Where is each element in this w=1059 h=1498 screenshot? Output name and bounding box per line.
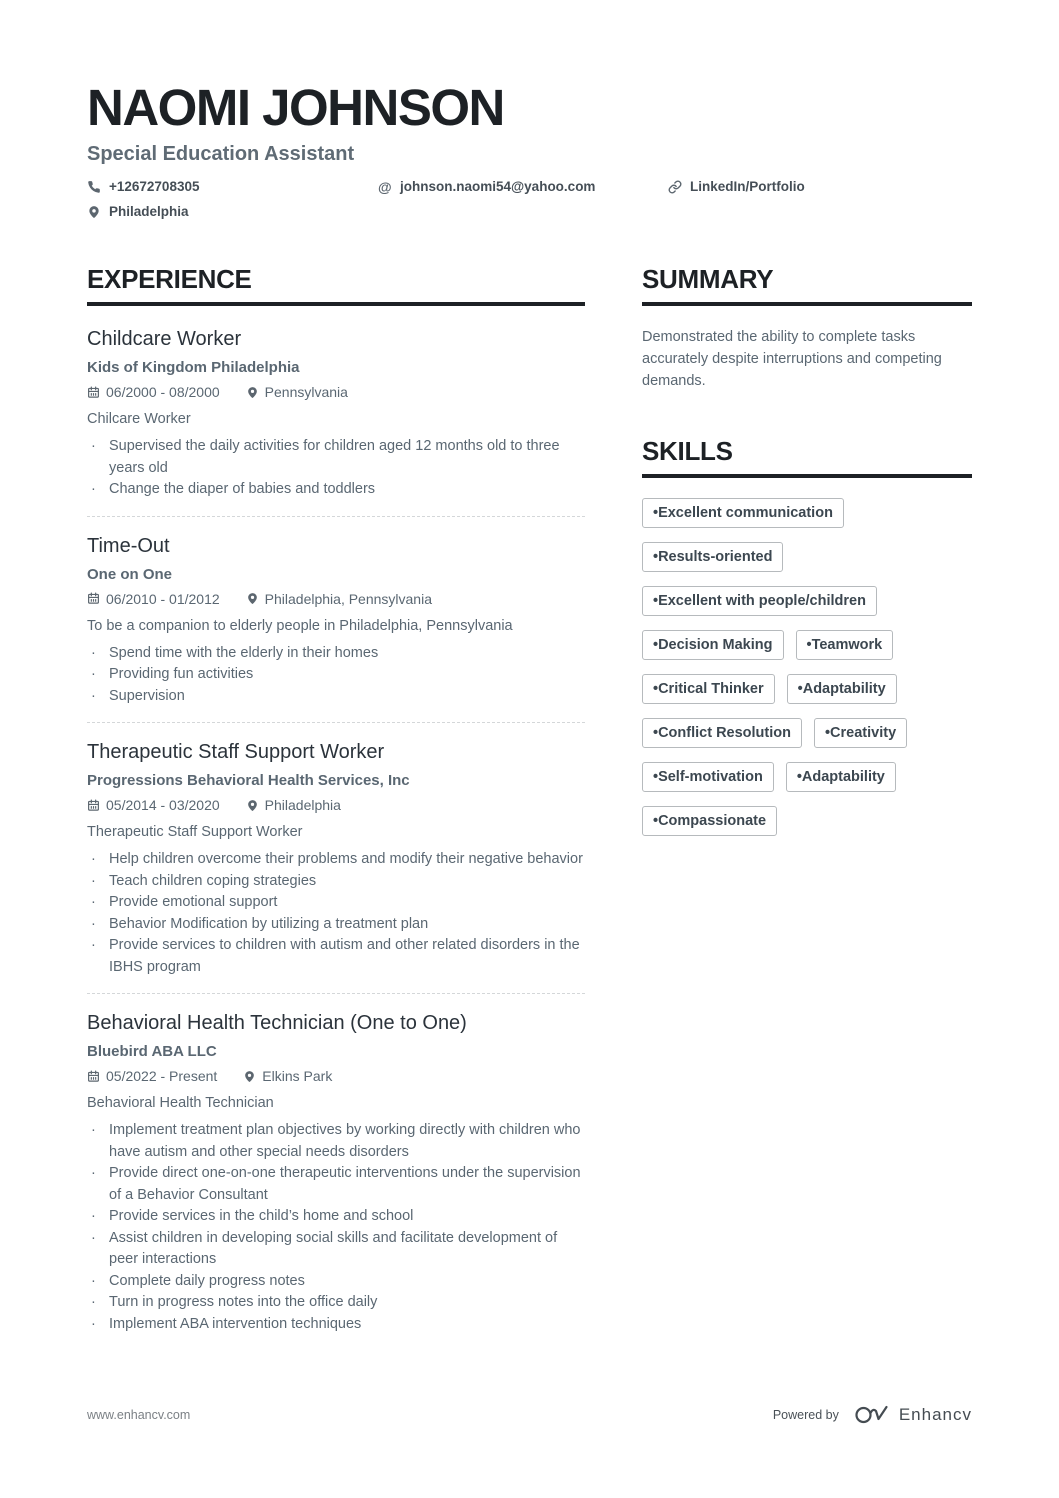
contact-email[interactable] <box>378 179 668 194</box>
entry-bullet: · Provide services to children with autism and other related disorders in the IBHS program <box>87 935 585 978</box>
entry-bullet: · Turn in progress notes into the office daily <box>87 1292 585 1314</box>
entry-bullet: · Implement treatment plan objectives by working directly with children who have autism and other special needs disorders <box>87 1120 585 1163</box>
entry-dates: 06/2010 - 01/2012 <box>87 591 220 607</box>
entry-job-title: Time-Out <box>87 534 170 557</box>
entry-divider <box>87 516 585 517</box>
entry-divider <box>87 993 585 994</box>
entry-bullet: · Change the diaper of babies and toddlers <box>87 479 585 501</box>
entry-company: One on One <box>87 565 173 583</box>
contact-location <box>87 204 378 219</box>
experience-entry <box>87 1010 585 1335</box>
calendar-icon <box>87 592 100 605</box>
skill-tag: •Decision Making <box>642 630 784 660</box>
entry-company: Bluebird ABA LLC <box>87 1043 217 1061</box>
entry-description: To be a companion to elderly people in Philadelphia, Pennsylvania <box>87 617 513 634</box>
enhancv-logo-icon <box>855 1404 891 1426</box>
location-pin-icon <box>246 386 259 399</box>
contact-phone <box>87 179 378 194</box>
entry-bullet: · Spend time with the elderly in their homes <box>87 643 585 665</box>
entry-location: Pennsylvania <box>246 384 348 400</box>
entry-bullet: · Provide services in the child’s home and school <box>87 1206 585 1228</box>
entry-bullet: · Supervised the daily activities for children aged 12 months old to three years old <box>87 436 585 479</box>
link-icon <box>668 180 682 194</box>
entry-job-title: Childcare Worker <box>87 328 242 350</box>
entry-bullet: · Supervision <box>87 686 585 708</box>
entry-bullet: · Behavior Modification by utilizing a treatment plan <box>87 914 585 936</box>
skills-section <box>642 436 972 836</box>
skill-tag: •Critical Thinker <box>642 674 775 704</box>
contact-info <box>87 179 972 219</box>
person-job-title: Special Education Assistant <box>87 143 355 165</box>
resume-header <box>87 79 972 219</box>
summary-section <box>642 264 972 392</box>
location-pin-icon <box>87 205 101 219</box>
entry-bullets <box>87 436 585 501</box>
entry-description: Chilcare Worker <box>87 411 191 427</box>
entry-bullet: · Provide emotional support <box>87 892 585 914</box>
experience-entry <box>87 326 585 501</box>
entry-bullets <box>87 643 585 708</box>
footer-website-link[interactable]: www.enhancv.com <box>87 1408 191 1422</box>
enhancv-brand-name: Enhancv <box>898 1405 972 1424</box>
location-pin-icon <box>246 592 259 605</box>
experience-list <box>87 326 585 1335</box>
entry-location: Elkins Park <box>243 1068 332 1084</box>
entry-meta <box>87 591 585 607</box>
experience-section <box>87 264 585 1335</box>
experience-entry <box>87 739 585 978</box>
contact-phone-value: +12672708305 <box>109 179 200 194</box>
page-footer <box>87 1404 972 1426</box>
calendar-icon <box>87 386 100 399</box>
at-sign-icon: @ <box>378 178 392 195</box>
powered-by-label: Powered by <box>772 1408 839 1422</box>
phone-icon <box>87 180 101 194</box>
skills-list <box>642 498 972 836</box>
person-name: NAOMI JOHNSON <box>87 79 504 136</box>
location-pin-icon <box>246 799 259 812</box>
resume-body <box>87 264 972 1335</box>
entry-description: Behavioral Health Technician <box>87 1095 274 1112</box>
summary-text: Demonstrated the ability to complete tasks accurately despite interruptions and competing demands. <box>642 329 942 389</box>
entry-bullet: · Providing fun activities <box>87 664 585 686</box>
experience-entry <box>87 533 585 708</box>
entry-job-title: Therapeutic Staff Support Worker <box>87 741 385 764</box>
contact-link-value[interactable]: LinkedIn/Portfolio <box>690 179 805 194</box>
skill-tag: •Teamwork <box>796 630 894 660</box>
skill-tag: •Creativity <box>814 718 907 748</box>
entry-bullet: · Help children overcome their problems and modify their negative behavior <box>87 849 585 871</box>
entry-location: Philadelphia, Pennsylvania <box>246 591 432 607</box>
location-pin-icon <box>243 1070 256 1083</box>
entry-job-title: Behavioral Health Technician (One to One) <box>87 1012 467 1035</box>
entry-meta <box>87 797 585 813</box>
entry-meta <box>87 384 585 400</box>
skill-tag: •Results-oriented <box>642 542 783 572</box>
entry-meta <box>87 1068 585 1084</box>
entry-bullets <box>87 849 585 978</box>
calendar-icon <box>87 799 100 812</box>
skill-tag: •Conflict Resolution <box>642 718 802 748</box>
entry-divider <box>87 722 585 723</box>
skill-tag: •Excellent communication <box>642 498 844 528</box>
skills-heading: SKILLS <box>642 436 972 478</box>
entry-company: Progressions Behavioral Health Services, Inc <box>87 772 410 790</box>
contact-email-value[interactable]: johnson.naomi54@yahoo.com <box>400 179 596 194</box>
entry-bullet: · Complete daily progress notes <box>87 1271 585 1293</box>
entry-company: Kids of Kingdom Philadelphia <box>87 359 300 376</box>
contact-location-value: Philadelphia <box>109 204 189 219</box>
skill-tag: •Adaptability <box>787 674 897 704</box>
skill-tag: •Adaptability <box>786 762 896 792</box>
entry-bullet: · Assist children in developing social skills and facilitate development of peer interactions <box>87 1228 585 1271</box>
entry-bullet: · Implement ABA intervention techniques <box>87 1314 585 1336</box>
summary-heading: SUMMARY <box>642 264 972 306</box>
calendar-icon <box>87 1070 100 1083</box>
entry-location: Philadelphia <box>246 797 341 813</box>
entry-bullet: · Provide direct one-on-one therapeutic interventions under the supervision of a Behavior Consultant <box>87 1163 585 1206</box>
entry-bullet: · Teach children coping strategies <box>87 871 585 893</box>
skill-tag: •Self-motivation <box>642 762 774 792</box>
entry-bullets <box>87 1120 585 1335</box>
skill-tag: •Excellent with people/children <box>642 586 877 616</box>
entry-dates: 06/2000 - 08/2000 <box>87 384 220 400</box>
resume-sidebar <box>642 264 972 1335</box>
entry-dates: 05/2022 - Present <box>87 1068 217 1084</box>
contact-link[interactable] <box>668 179 972 194</box>
experience-heading: EXPERIENCE <box>87 264 585 306</box>
entry-description: Therapeutic Staff Support Worker <box>87 824 303 841</box>
skill-tag: •Compassionate <box>642 806 777 836</box>
powered-by[interactable] <box>773 1404 972 1426</box>
entry-dates: 05/2014 - 03/2020 <box>87 797 220 813</box>
